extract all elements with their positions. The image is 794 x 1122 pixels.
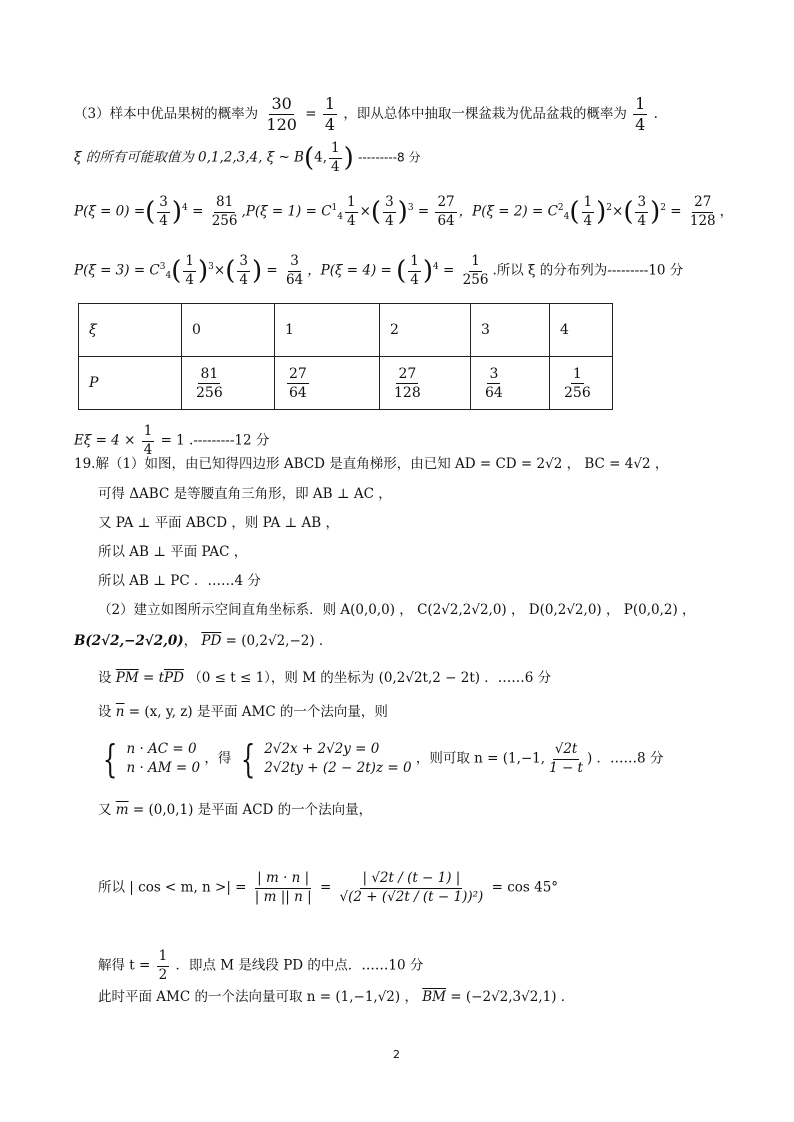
fraction [329,142,342,174]
fraction [142,425,155,457]
text: ， [719,203,734,220]
text: = (0,0,1) 是平面 ACD 的一个法向量， [132,802,373,818]
line-q19-ab-perp-plane: 所以 AB ⊥ 平面 PAC ， [98,544,248,560]
fraction [383,196,396,228]
denominator: 256 [564,384,591,401]
text: ，P(ξ = 2) = C [458,203,558,220]
exponent: 4 [433,262,439,272]
text: 设 [98,670,112,686]
fraction [338,872,486,904]
denominator: 4 [347,212,356,229]
equation: n · AM = 0 [126,760,201,776]
equation-system [264,740,412,776]
numerator: 3 [157,196,170,213]
line-q19-ab-perp-pc: 所以 AB ⊥ PC ．……4 分 [98,573,261,589]
paren: ( [145,197,156,227]
fraction [323,96,337,133]
text: .所以 ξ 的分布列为---------10 分 [492,262,684,279]
paren: ) [650,197,661,227]
denominator: 4 [239,271,248,288]
text: ．即点 M 是线段 PD 的中点．……10 分 [175,957,424,974]
line-q19-intro: 19.解（1）如图，由已知得四边形 ABCD 是直角梯形，由已知 AD = CD = 2√2 ， BC = 4√2 ， [74,456,669,472]
fraction [688,196,718,228]
paren: ( [396,256,407,286]
numerator: 1 [324,94,336,113]
text: Eξ = 4 × [74,432,136,449]
text: ξ 的所有可能取值为 0,1,2,3,4, ξ ~ B [74,149,304,166]
text: = (x, y, z) 是平面 AMC 的一个法向量，则 [128,704,388,720]
fraction [461,255,491,287]
table-header-cell: 4 [550,304,613,357]
vector-label: $\overline{BM}$ [422,989,446,1005]
vector-label: $\overline{m}$ [115,802,129,818]
numerator: 1 [408,255,421,272]
exponent: 4 [182,203,188,213]
denominator: 4 [143,441,153,458]
table-cell [182,357,275,410]
numerator: 3 [288,255,301,272]
denominator: 64 [289,384,307,401]
line-q19-cosine [98,872,558,904]
denominator: 4 [635,115,646,134]
numerator: 1 [345,196,358,213]
text: ，即从总体中抽取一棵盆栽为优品盆栽的概率为 [343,106,627,122]
fraction [157,950,170,982]
numerator: 1 [469,255,482,272]
table-header-cell: 2 [380,304,471,357]
paren: ( [370,197,382,227]
text: ) ．……8 分 [587,750,664,767]
superscript: 2 [557,203,564,213]
paren: ( [569,197,580,227]
vector-label: $\overline{PM}$ [115,670,139,686]
text: P(ξ = 3) = C [74,262,160,279]
table-cell [275,357,380,410]
numerator: 1 [157,950,170,967]
line-q19-coordinates: （2）建立如图所示空间直角坐标系．则 A(0,0,0) ， C(2√2,2√2,0) ， D(0,2√2,0) ， P(0,0,2) ， [98,602,696,618]
subscript: 4 [563,212,570,223]
numerator: 3 [237,255,250,272]
table-cell [380,357,471,410]
numerator: 1 [635,94,646,113]
text: ,P(ξ = 1) = C [241,203,332,220]
paren: ( [225,256,236,286]
numerator: 27 [398,365,417,382]
fraction [562,367,593,400]
fraction [194,367,225,400]
brace: { [102,737,118,781]
vector-label: $\overline{PD}$ [201,633,222,649]
text: （3）样本中优品果树的概率为 [74,106,259,122]
numerator: | m · n | [255,872,311,889]
text: = [305,106,317,122]
table-header-cell: 0 [182,304,275,357]
fraction [345,196,358,228]
denominator: 256 [196,384,223,401]
paren: ( [171,256,182,286]
denominator: 2 [158,966,168,983]
exponent: 3 [208,262,214,272]
text: = (0,2√2,−2) ． [225,633,333,649]
numerator: 27 [289,365,307,382]
fraction [435,196,456,228]
text: ---------8 分 [358,150,421,165]
paren: ) [343,143,354,173]
fraction [633,96,647,133]
fraction [408,255,421,287]
table-row [79,357,613,410]
denominator: 1 − t [549,759,583,776]
paren: ) [397,197,408,227]
fraction [547,743,585,775]
table-cell: P [79,357,182,410]
denominator: 128 [394,384,421,401]
numerator: 30 [271,94,292,113]
text: 所以 | cos < m, n >| = [98,879,247,896]
paren: ) [251,256,263,286]
text: 又 [98,802,112,818]
equation: n · AC = 0 [126,740,197,757]
numerator: 1 [142,425,155,442]
exponent: 2 [660,203,666,213]
text: . [653,106,658,122]
table-header-cell: ξ [79,304,182,357]
subscript: 4 [165,271,172,282]
fraction [183,255,196,287]
text: ， [183,633,198,649]
text: （0 ≤ t ≤ 1），则 M 的坐标为 (0,2√2t,2 − 2t) ．……6 分 [188,670,552,686]
text: = 1 .---------12 分 [160,432,270,449]
fraction [392,367,423,400]
fraction [287,367,309,400]
line-q19-normal-vector [98,706,388,720]
fraction [264,96,299,133]
denominator: 4 [324,115,336,134]
fraction [582,196,595,228]
numerator: 1 [183,255,196,272]
text: = (−2√2,3√2,1) ． [450,989,575,1005]
denominator: 256 [211,212,238,229]
text: B(2√2,−2√2,0) [74,633,184,649]
line-q19-isosceles: 可得 ΔABC 是等腰直角三角形，即 AB ⊥ AC ， [98,486,392,502]
line-binomial [74,142,420,174]
equation-system [126,740,201,776]
fraction [210,196,240,228]
fraction [253,872,314,904]
denominator: 4 [583,212,593,229]
numerator: 3 [383,196,396,213]
numerator: | √2t / (t − 1) | [360,872,462,889]
line-q19-system [98,737,664,781]
denominator: 64 [485,384,503,401]
numerator: √2t [553,743,580,760]
line-q19-bm [98,991,574,1005]
numerator: 1 [572,365,582,382]
subscript: 4 [337,212,343,223]
line-expectation [74,425,269,457]
text: = [319,879,332,896]
denominator: 4 [159,212,168,229]
text: = cos 45° [491,879,559,896]
fraction [157,196,170,228]
fraction [284,255,305,287]
paren: ) [171,197,183,227]
text: = t [143,670,165,686]
table-header-cell: 3 [471,304,550,357]
line-q19-m-vector [98,804,372,818]
table-header-cell: 1 [275,304,380,357]
line-q19-solve-t [98,950,423,982]
table-row [79,304,613,357]
superscript: 1 [331,203,338,213]
equation: 2√2ty + (2 − 2t)z = 0 [264,760,412,776]
denominator: 64 [286,271,304,288]
paren: ) [197,256,209,286]
denominator: 64 [437,212,455,229]
text: 设 [98,704,112,720]
text: 4, [314,149,328,166]
brace: { [240,737,256,781]
denominator: 4 [637,212,647,229]
exponent: 2 [606,203,613,213]
line-q19-pa-perp: 又 PA ⊥ 平面 ABCD ，则 PA ⊥ AB ， [98,515,339,531]
numerator: 1 [329,142,342,159]
numerator: 81 [214,196,235,213]
line-probabilities-0-2: P(ξ = 0) =( $\frac{3}{4}$ )$^4$ = $\frac{81}{256}$ $,P(\xi = 1) = C^1_4$ $\frac{1}{4}$ ×( $\frac{3}{4}$ )$^3$ = $\frac{27}{64}$ ，$P(\xi = 2) = C^2_4$( $\frac{1}{4}$ )$^2$×( $\frac{3}{4}$ )$^2$ = $\frac{27}{128}$ ， [74,194,734,229]
superscript: 3 [159,262,166,272]
paren: ) [422,256,434,286]
fraction [483,367,505,400]
numerator: 3 [489,365,499,382]
denominator: 128 [689,212,716,229]
numerator: 27 [435,196,456,213]
denominator: 4 [410,271,419,288]
paren: ( [623,197,634,227]
denominator: | m || n | [254,888,312,905]
fraction [635,196,648,228]
denominator: 4 [185,271,194,288]
line-q19-vector-pd [74,635,332,649]
denominator: 4 [385,212,394,229]
text: ，得 [204,750,232,767]
line-q19-set-pm [98,672,551,686]
text: ，P(ξ = 4) = [307,262,392,279]
text: 此时平面 AMC 的一个法向量可取 n = (1,−1,√2) ， [98,989,418,1005]
text: = [192,203,204,220]
denominator: √(2 + (√2t / (t − 1))²) [339,888,484,905]
table-cell [550,357,613,410]
paren: ( [303,143,315,173]
denominator: 4 [331,158,340,175]
denominator: 120 [266,115,297,134]
equation: 2√2x + 2√2y = 0 [264,740,380,757]
numerator: 3 [635,196,648,213]
page-number: 2 [393,1048,400,1061]
denominator: 256 [462,271,489,288]
line-probability-intro [74,96,658,133]
table-cell [471,357,550,410]
fraction [237,255,250,287]
vector-label: $\overline{PD}$ [164,670,184,686]
text: 解得 t = [98,957,151,974]
distribution-table [78,303,613,410]
text: P(ξ = 0) = [74,203,146,220]
paren: ) [596,197,607,227]
vector-label: $\overline{n}$ [115,704,125,720]
line-probabilities-3-4: $P(\xi = 3) = C^3_4$( $\frac{1}{4}$ )$^3$×( $\frac{3}{4}$ ) = $\frac{3}{64}$ ，P(ξ = 4) = ( $\frac{1}{4}$ )$^4$ = $\frac{1}{256}$ .所以 ξ 的分布列为---------10 分 [74,253,684,288]
numerator: 1 [582,196,595,213]
text: ，则可取 n = (1,−1, [415,750,546,767]
exponent: 3 [407,203,414,213]
numerator: 81 [200,365,219,382]
numerator: 27 [692,196,713,213]
